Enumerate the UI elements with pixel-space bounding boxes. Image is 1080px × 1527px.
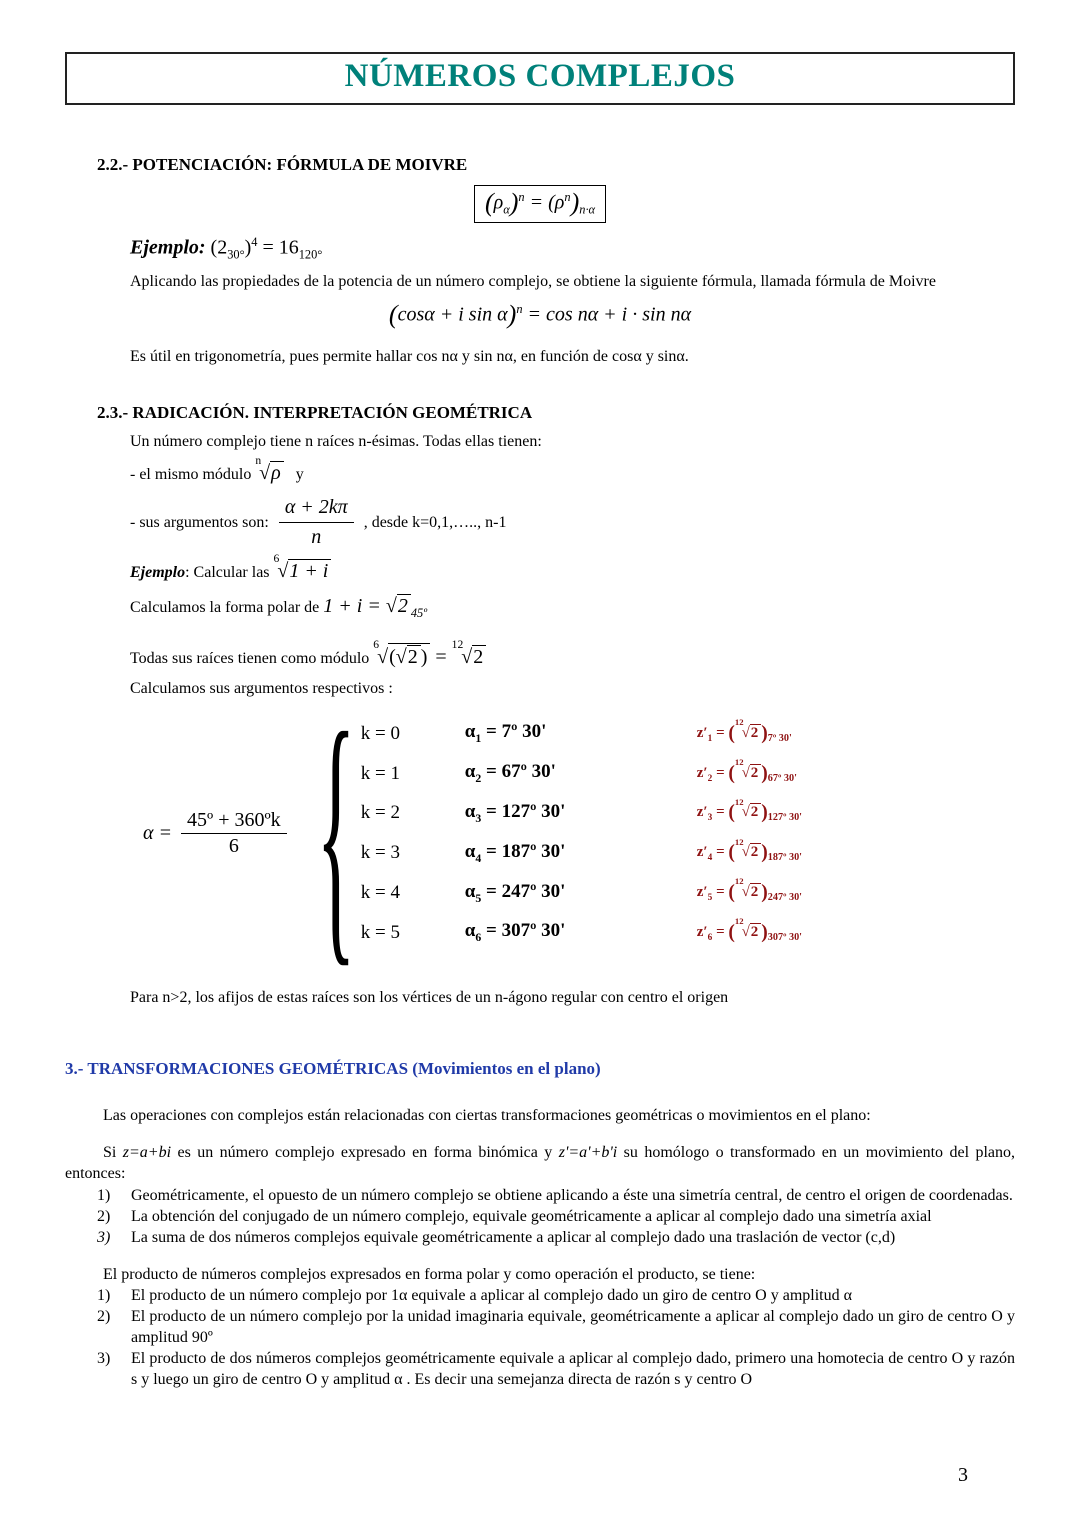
formula-part: α [464,721,476,743]
moivre-trig-formula [65,300,1015,330]
radical-sign: √ [741,724,750,741]
formula-part: 6 [273,551,280,565]
list-item [97,1206,1015,1227]
formula-part: cosα + i sin α [397,303,508,326]
formula-part: 6 [475,931,482,945]
formula-part: = 187º 30' [486,840,566,862]
argument-fraction [279,494,354,550]
formula-part: ) [509,188,519,217]
formula-part: = cos nα + i · sin nα [527,303,692,326]
table-row [360,757,802,786]
bullet-modulo [65,453,1015,486]
table-row [360,916,803,945]
z-root-value [696,717,802,745]
list-item [97,1306,1015,1348]
text-part: Si [103,1144,123,1162]
formula-part: 2 [407,645,421,668]
formula-part: ρ [493,191,504,214]
ejemplo-label: Ejemplo: [130,236,206,259]
formula-part: 1 [707,733,713,744]
modulo-formula [373,637,486,668]
formula-part: = 7º 30' [486,721,547,743]
list-number: 3) [97,1228,111,1246]
radical-sign: √ [277,560,289,583]
formula-part: 12 [734,836,744,847]
paragraph [65,1142,1015,1184]
paragraph: Las operaciones con complejos están relacionadas con ciertas transformaciones geométricas o movimientos en el plano: [103,1107,871,1125]
radical-sign: √ [741,884,750,901]
radical-sign: √ [395,645,407,668]
formula-part: z′ [696,884,708,901]
formula-part: 2 [750,724,762,742]
text-part: su homólogo o transformado en un movimiento del plano, entonces: [65,1144,1015,1183]
formula-part: n [311,525,322,548]
formula-part: = [435,645,447,668]
formula-part: z′ [696,724,708,741]
formula-part: α [464,880,476,902]
z-root-value [696,796,803,824]
formula-part: 5 [475,891,482,905]
formula-part: = 67º 30' [486,761,556,783]
polar-formula [323,594,428,620]
formula-part: z′ [696,923,708,940]
formula-part: 1 + i [288,559,331,582]
k-value: k = 2 [360,802,400,824]
text-part: , desde k=0,1,….., n-1 [363,513,507,531]
list-number: 3) [97,1350,111,1368]
paragraph: Aplicando las propiedades de la potencia de un número complejo, se obtiene la siguiente fórmula, llamada fórmula de Moivre [130,272,936,290]
formula-part: 1 [475,732,482,746]
formula-part: 4 [475,851,482,865]
root [734,796,761,821]
formula-part: ( [388,299,398,329]
radical-sign: √ [741,844,750,861]
paragraph: El producto de números complejos expresados en forma polar y como operación el producto, se tiene: [103,1265,756,1283]
formula-part: 307º 30' [767,931,803,943]
text-part: : Calcular las [185,564,270,582]
formula-part: 12 [451,637,464,651]
formula-part: α [464,761,476,783]
formula-part: n·α [579,202,596,217]
list-text: El producto de un número complejo por la unidad imaginaria equivale, geométricamente a aplicar al complejo dado un giro de centro O y amplitud 90º [131,1308,1015,1347]
nth-root-formula [255,453,283,486]
formula-part: 2 [750,923,762,941]
formula-part: = [716,724,725,741]
z-root-value [696,757,802,785]
paragraph: Un número complejo tiene n raíces n-ésimas. Todas ellas tienen: [130,432,542,450]
formula-part: = 16 [262,236,299,259]
inner-root [396,645,421,668]
sixth-root-formula [273,551,332,584]
formula-part: = [716,804,725,821]
formula-part: ) [761,722,768,744]
title-box [65,52,1015,105]
polar-form-line [65,593,1015,621]
formula-part: = ( [529,191,555,214]
list-text: El producto de dos números complejos geométricamente equivale a aplicar al complejo dado, primero una homotecia de centro O y razón s y luego un giro de centro O y amplitud α . Es decir una semejanza directa de razón s y centro O [131,1350,1015,1389]
formula-part: ) [420,645,428,668]
paragraph: Es útil en trigonometría, pues permite hallar cos nα y sin nα, en función de cosα y sinα. [130,347,689,365]
k-value: k = 1 [360,762,400,784]
formula-part: ρ [270,461,284,484]
list-text: La obtención del conjugado de un número complejo, equivale geométricamente a aplicar al complejo dado una simetría axial [131,1207,932,1225]
formula-part: 3 [475,811,482,825]
k-value: k = 5 [360,921,400,943]
root [734,757,761,782]
radical-sign: √ [385,594,397,617]
radical-sign: √ [259,461,271,484]
formula-part: ) [761,882,768,903]
formula-part: ( [728,802,735,824]
paragraph: Calculamos sus argumentos respectivos : [130,680,393,698]
formula-part: 2 [750,764,762,782]
list-item [97,1285,1015,1306]
formula-part: ( [728,762,735,784]
formula-part: ) [761,802,768,824]
list-item [97,1227,1015,1248]
alpha-value [465,920,697,945]
ejemplo-label: Ejemplo [130,564,186,582]
formula-part: ) [244,236,252,259]
formula-part: 45º + 360ºk [181,809,287,834]
text-part: Todas sus raíces tienen como módulo [130,649,370,667]
formula-part: 187º 30' [767,852,803,864]
ngon-note: Para n>2, los afijos de estas raíces son los vértices de un n-ágono regular con centro el origen [130,989,729,1007]
formula-part: n [564,189,571,204]
formula-part: n [255,453,262,467]
modulo-line [65,637,1015,670]
outer-root [373,637,430,670]
formula-part: z′ [696,844,708,861]
list-number: 1) [97,1186,111,1204]
root [734,876,761,901]
formula-part: ( [484,188,494,217]
formula-part: 12 [734,796,744,807]
formula-part: 3 [707,813,713,824]
formula-part: 7º 30' [767,732,792,744]
alpha-value [465,801,697,826]
formula-part: 12 [734,717,744,728]
formula-part: = 307º 30' [486,920,566,942]
brace-symbol: { [316,674,356,990]
section-3-heading: 3.- TRANSFORMACIONES GEOMÉTRICAS (Movimientos en el plano) [65,1059,601,1079]
formula-part: ( [389,645,396,668]
formula-part: 120° [298,247,323,262]
math-inline: z'=a'+b'i [558,1144,618,1162]
alpha-value [465,761,697,786]
list-number: 1) [97,1286,111,1304]
radical-sign: √ [741,804,750,821]
formula-part: 67º 30' [767,772,797,784]
formula-part: α [503,202,510,217]
text-part: es un número complejo expresado en forma binómica y [171,1144,559,1162]
formula-part: (2 [210,236,228,259]
formula-part: 1 + i = [323,594,381,617]
list-number: 2) [97,1207,111,1225]
z-root-value [696,916,803,944]
formula-part: = [716,844,725,861]
root [734,836,761,861]
sqrt2-formula [386,593,411,619]
table-row [360,836,803,866]
fraction [181,809,287,858]
formula-part: 12 [734,916,744,927]
radical-sign: √ [741,923,750,940]
k-value: k = 4 [360,882,400,903]
moivre-power-formula [474,185,606,223]
list-text: La suma de dos números complejos equivale geométricamente a aplicar al complejo dado una traslación de vector (c,d) [131,1228,896,1246]
alpha-value [465,881,697,906]
formula-part: 6 [373,637,380,651]
formula-part: ) [761,921,768,943]
formula-part: α [464,840,476,862]
section-2-3-heading: 2.3.- RADICACIÓN. INTERPRETACIÓN GEOMÉTRICA [97,402,533,422]
formula-part [388,643,430,668]
formula-part: ) [761,762,768,784]
radical-sign: √ [741,764,750,781]
text-part: - el mismo módulo [130,465,252,483]
formula-part: 12 [734,876,744,887]
formula-part: ( [728,882,735,903]
formula-part: z′ [696,764,708,781]
k-value: k = 3 [360,842,400,864]
alpha-fraction [143,809,287,858]
formula-part: α [464,920,476,942]
formula-part: = [716,884,725,901]
page-number: 3 [958,1464,968,1486]
formula-part: ( [728,722,735,744]
ejemplo-2-2-line [65,235,1015,263]
formula-part: 2 [397,594,411,617]
formula-part: 6 [228,834,239,857]
formula-part: 2 [707,773,713,784]
formula-part: 2 [750,843,762,861]
root [734,916,761,941]
z-root-value [696,876,803,904]
alpha-value [465,721,697,746]
formula-part: = [716,923,725,940]
formula-part: 12 [734,757,744,768]
section-2-2-heading: 2.2.- POTENCIACIÓN: FÓRMULA DE MOIVRE [97,155,468,174]
formula-part: z′ [696,804,708,821]
list-item [97,1348,1015,1390]
list-text: El producto de un número complejo por 1α equivale a aplicar al complejo dado un giro de centro O y amplitud α [131,1286,852,1304]
formula-part: ) [507,299,517,329]
root [734,717,761,742]
formula-part: ) [761,842,768,864]
formula-part: 5 [707,893,713,904]
text-part: y [295,465,304,483]
formula-part: n [518,189,525,204]
formula-part: = [716,764,725,781]
z-root-value [696,836,803,864]
formula-part: 45º [410,605,428,620]
table-row [360,717,802,746]
formula-part: α = [143,821,172,844]
list-item [97,1185,1015,1206]
formula-part: ( [728,921,735,943]
page-title: NÚMEROS COMPLEJOS [344,58,736,94]
formula-part: ) [570,188,580,217]
formula-part: 127º 30' [767,812,803,824]
table-row [360,876,803,906]
formula-part: 30° [227,247,245,262]
radical-sign: √ [377,645,389,668]
formula-part: n [516,301,523,316]
table-row [360,796,803,826]
formula-part: ρ [554,191,565,214]
roots-rows [360,717,803,945]
formula-part: 2 [750,803,762,821]
list-number: 2) [97,1308,111,1326]
formula-part: 2 [750,883,762,901]
formula-part: = 247º 30' [486,880,566,902]
formula-part: 2 [475,772,482,786]
ejemplo-2-3-line [65,551,1015,584]
formula-part: ( [728,842,735,864]
moivre-power-formula-row [65,185,1015,223]
formula-part: 2 [472,645,486,668]
math-inline: z=a+bi [122,1144,172,1162]
twelfth-root [451,637,487,670]
formula-part: = 127º 30' [486,801,566,823]
alpha-value [465,841,697,866]
bullet-argumentos [65,494,1015,550]
formula-part: 247º 30' [767,892,803,904]
formula-part: α + 2kπ [279,494,354,522]
formula-part: α [464,801,476,823]
list-text: Geométricamente, el opuesto de un número complejo se obtiene aplicando a éste una simetría central, de centro el origen de coordenadas. [131,1186,1013,1204]
formula-part: 6 [707,932,713,943]
radical-sign: √ [461,645,473,668]
text-part: - sus argumentos son: [130,513,269,531]
text-part: Calculamos la forma polar de [130,598,320,616]
formula-part: 4 [707,853,713,864]
formula-part: 4 [251,235,258,249]
k-value: k = 0 [360,722,400,744]
